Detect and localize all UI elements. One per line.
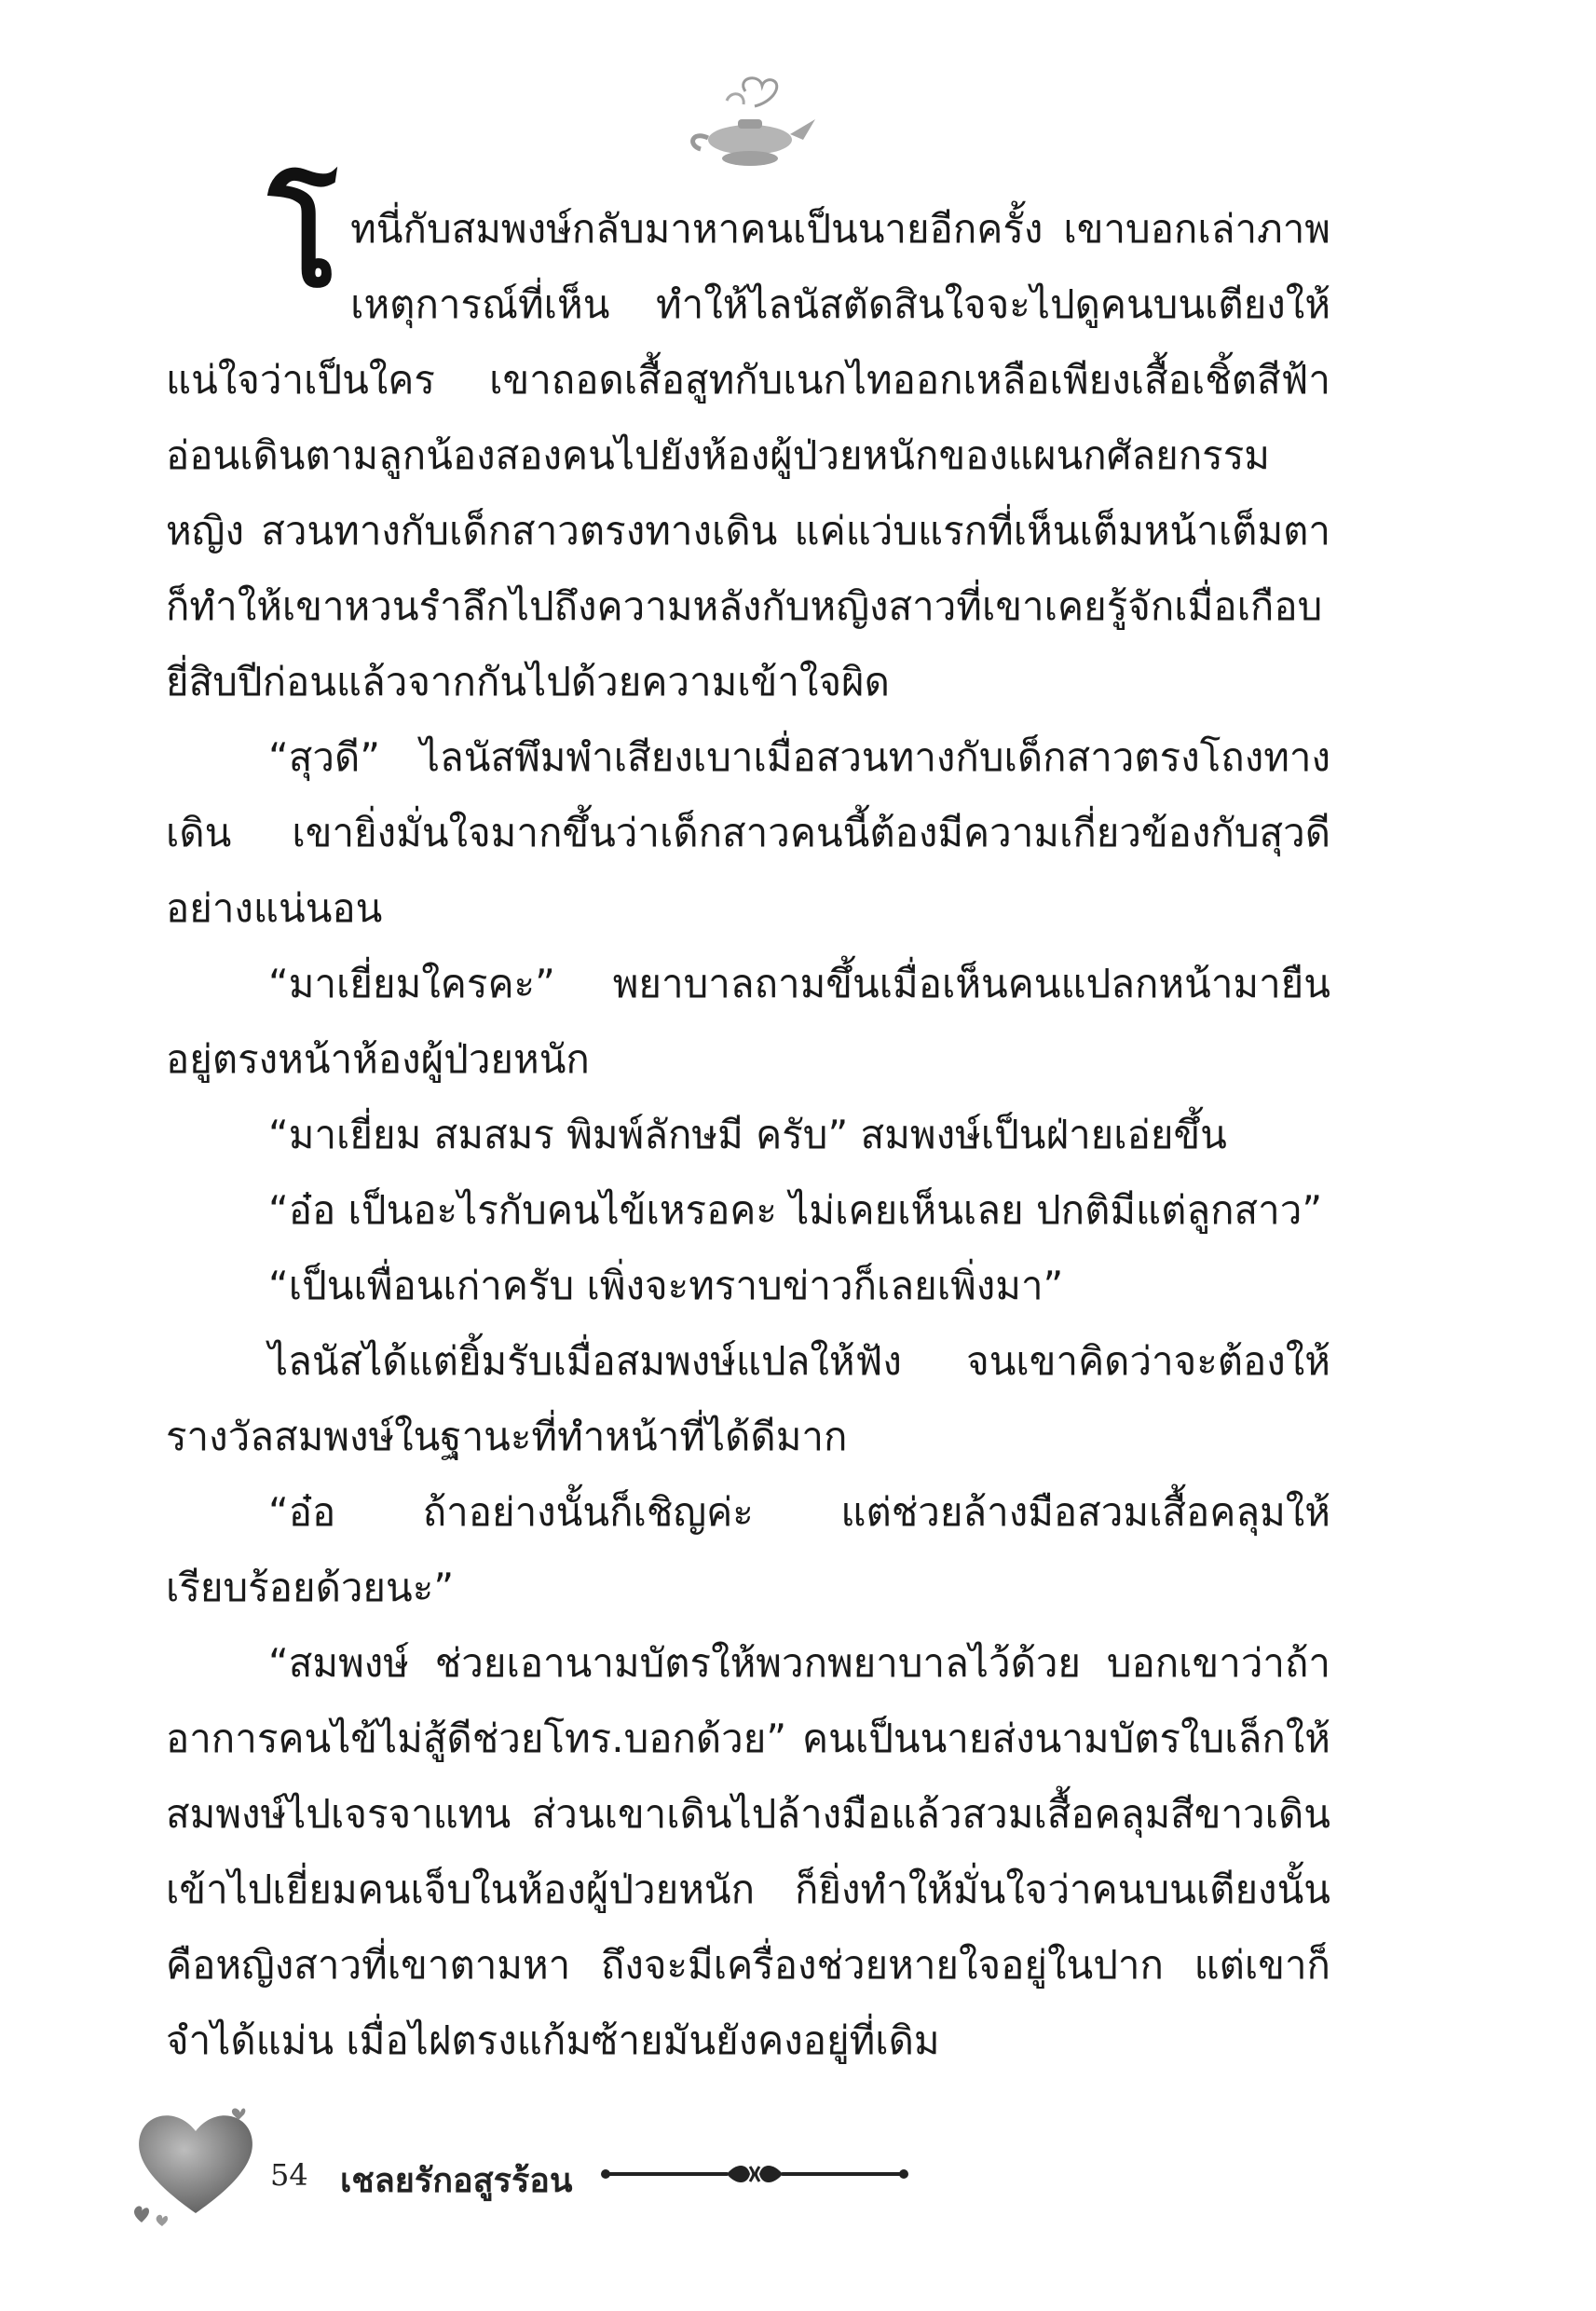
paragraph: “อ๋อ เป็นอะไรกับคนไข้เหรอคะ ไม่เคยเห็นเลย ปกติมีแต่ลูกสาว” [268, 1187, 1323, 1233]
paragraph: “มาเยี่ยมใครคะ” พยาบาลถามขึ้นเมื่อเห็นคนแปลกหน้ามายืนอยู่ตรงหน้าห้องผู้ป่วยหนัก [166, 961, 1330, 1082]
small-hearts-icon [130, 2195, 186, 2232]
body-text [166, 164, 1330, 2078]
paragraph: “สมพงษ์ ช่วยเอานามบัตรให้พวกพยาบาลไว้ด้วย บอกเขาว่าถ้าอาการคนไข้ไม่สู้ดีช่วยโทร.บอกด้วย” คนเป็นนายส่งนามบัตรใบเล็กให้สมพงษ์ไปเจรจาแทน ส่วนเขาเดินไปล้างมือแล้วสวมเสื้อคลุมสีขาวเดินเข้าไปเยี่ยมคนเจ็บในห้องผู้ป่วยหนัก ก็ยิ่งทำให้มั่นใจว่าคนบนเตียงนั้นคือหญิงสาวที่เขาตามหา ถึงจะมีเครื่องช่วยหายใจอยู่ในปาก แต่เขาก็จำได้แม่น เมื่อไฝตรงแก้มซ้ายมันยังคงอยู่ที่เดิม [166, 1640, 1330, 2063]
paragraph: “มาเยี่ยม สมสมร พิมพ์ลักษมี ครับ” สมพงษ์เป็นฝ่ายเอ่ยขึ้น [268, 1112, 1227, 1157]
paragraph: “เป็นเพื่อนเก่าครับ เพิ่งจะทราบข่าวก็เลยเพิ่งมา” [268, 1263, 1064, 1308]
paragraph-text: ทนี่กับสมพงษ์กลับมาหาคนเป็นนายอีกครั้ง เขาบอกเล่าภาพเหตุการณ์ที่เห็น ทำให้ไลนัสตัดสินใจจะไปดูคนบนเตียงให้แน่ใจว่าเป็นใคร เขาถอดเสื้อสูทกับเนกไทออกเหลือเพียงเสื้อเชิ้ตสีฟ้าอ่อนเดินตามลูกน้องสองคนไปยังห้องผู้ป่วยหนักของแผนกศัลยกรรมหญิง สวนทางกับเด็กสาวตรงทางเดิน แค่แว่บแรกที่เห็นเต็มหน้าเต็มตาก็ทำให้เขาหวนรำลึกไปถึงความหลังกับหญิงสาวที่เขาเคยรู้จักเมื่อเกือบยี่สิบปีก่อนแล้วจากกันไปด้วยความเข้าใจผิด [166, 206, 1330, 704]
paragraph: “อ๋อ ถ้าอย่างนั้นก็เชิญค่ะ แต่ช่วยล้างมือสวมเสื้อคลุมให้เรียบร้อยด้วยนะ” [166, 1489, 1330, 1610]
drop-cap: โ [268, 164, 338, 316]
paragraph: “สุวดี” ไลนัสพึมพำเสียงเบาเมื่อสวนทางกับเด็กสาวตรงโถงทางเดิน เขายิ่งมั่นใจมากขึ้นว่าเด็กสาวคนนี้ต้องมีความเกี่ยวข้องกับสุวดีอย่างแน่นอน [166, 734, 1330, 931]
page-footer [130, 2101, 783, 2241]
book-title: เชลยรักอสูรร้อน [340, 2162, 573, 2200]
paragraph [166, 164, 1330, 719]
page-number: 54 [270, 2157, 308, 2193]
paragraph: ไลนัสได้แต่ยิ้มรับเมื่อสมพงษ์แปลให้ฟัง จนเขาคิดว่าจะต้องให้รางวัลสมพงษ์ในฐานะที่ทำหน้าที่ได้ดีมาก [166, 1338, 1330, 1459]
genie-lamp-icon [680, 73, 820, 185]
